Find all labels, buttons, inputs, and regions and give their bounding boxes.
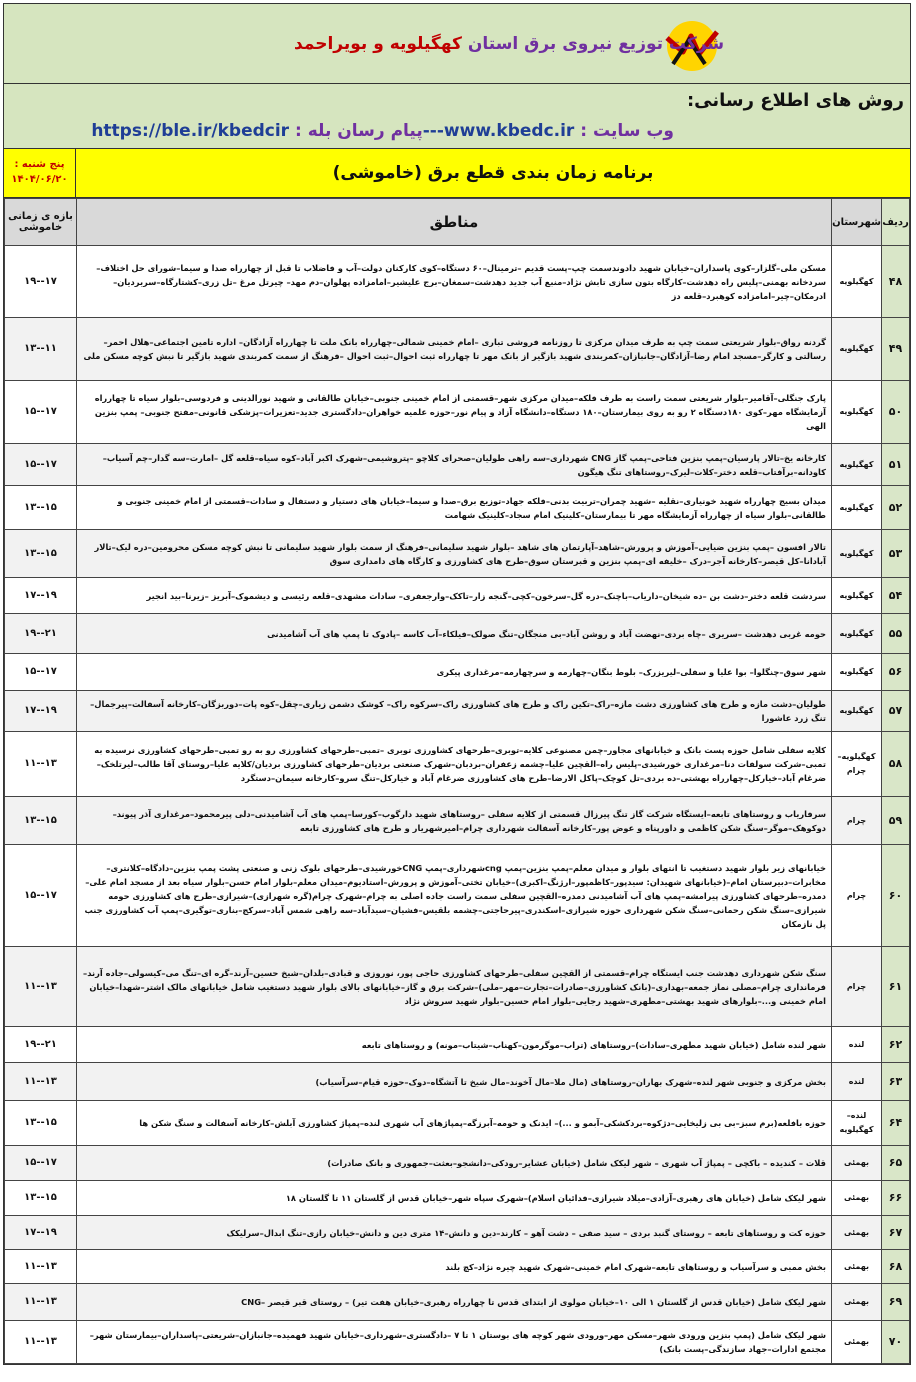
- table-row: [5, 614, 910, 654]
- row-time: ۱۵--۱۷: [5, 654, 77, 691]
- row-areas: طولیان–دشت مازه و طرح های کشاورزی دشت مازه–راک–تکین راک و طرح های کشاورزی راک–سرکوه راک– کوشک دشمن زیاری–چقل–کوه پات–دوربزگان–کارخانه آسفالت–پیرجمال–تنگ زرد عاشورا: [77, 691, 832, 732]
- table-row: [5, 1216, 910, 1250]
- header-city: شهرستان: [832, 199, 882, 246]
- row-city: لنده–کهگیلویه: [832, 1101, 882, 1146]
- bale-label: پیام رسان بله :: [289, 121, 423, 141]
- row-time: ۱۱--۱۳: [5, 1063, 77, 1101]
- row-city: کهگیلویه: [832, 530, 882, 578]
- row-areas: سردشت قلعه دختر–دشت بن –ده شیخان–داریاب–باچنک–دره گل–سرخون–کچی–گنجه زار–تاکک–وارجعفری– سادات مشهدی–قلعه رئیسی و دیشموک–آبریز –زیرنا–بید انجیر: [77, 578, 832, 614]
- row-time: ۱۱--۱۳: [5, 1321, 77, 1364]
- contact-section: [4, 84, 910, 149]
- table-row: [5, 381, 910, 444]
- table-row: [5, 530, 910, 578]
- row-time: ۱۷--۱۹: [5, 578, 77, 614]
- table-row: [5, 486, 910, 530]
- row-areas: مسکن ملی–گلزار–کوی پاسداران–خیابان شهید دادوندسمت چپ–پست قدیم –ترمینال–۶۰ دستگاه–کوی کارکنان دولت–آب و فاضلاب تا قبل از چهارراه صدا و سیما–شورای حل اختلاف–سردخانه بهمنی–پلیس راه دهدشت–کارگاه بتون سازی تابش نژاد–منبع آب جدید دهدشت–سمغان–برج علیشیر–امامزاده پهلوان–دم مهد– چیرتل مرغ –تل زری–کشتارگاه–سربردیان–ادرمکان–چیر–امامزاده کوهبرد–قلعه دز: [77, 246, 832, 318]
- row-city: بهمئی: [832, 1181, 882, 1216]
- row-number: ۶۲: [882, 1027, 910, 1063]
- row-city: بهمئی: [832, 1216, 882, 1250]
- contact-title: روش های اطلاع رسانی:: [686, 90, 904, 111]
- row-city: بهمئی: [832, 1250, 882, 1284]
- row-number: ۵۲: [882, 486, 910, 530]
- table-body: [5, 246, 910, 1364]
- links-separator: ---: [422, 121, 444, 141]
- row-number: ۶۱: [882, 947, 910, 1027]
- row-number: ۵۸: [882, 732, 910, 797]
- table-row: [5, 1284, 910, 1321]
- row-number: ۵۴: [882, 578, 910, 614]
- company-name-prefix: شرکت توزیع نیروی برق استان: [461, 34, 725, 54]
- row-time: ۱۳--۱۵: [5, 1181, 77, 1216]
- table-row: [5, 1321, 910, 1364]
- company-name: [294, 34, 724, 54]
- table-row: [5, 1101, 910, 1146]
- row-number: ۵۵: [882, 614, 910, 654]
- row-areas: شهر لیکک شامل (خیابان قدس از گلستان ۱ الی ۱۰–خیابان مولوی از ابتدای قدس تا چهارراه رهبری–خیابان هفت تیر) – روستای قبر قیصر –CNG: [77, 1284, 832, 1321]
- schedule-sheet: [3, 3, 911, 1365]
- table-row: [5, 845, 910, 947]
- row-areas: پارک جنگلی–آقامیر–بلوار شریعتی سمت راست به طرف فلکه–میدان مرکزی شهر–قسمتی از امام خمینی جنوبی–خیابان طالقانی و شهید نورالدینی و فردوسی–بلوار سیاه تا چهارراه آزمایشگاه مهر–کوی ۱۸۰دستگاه ۲ رو به روی بیمارستان–۱۸۰ دستگاه–دانشگاه آزاد و پیام نور–حوزه علمیه خواهران–دادگستری جدید–تعزیرات–پزشکی قانونی–مفتح جنوبی– پمپ بنزین الهی: [77, 381, 832, 444]
- company-header: [4, 4, 910, 84]
- row-city: کهگیلویه–چرام: [832, 732, 882, 797]
- row-number: ۷۰: [882, 1321, 910, 1364]
- website-link[interactable]: www.kbedc.ir: [443, 121, 575, 141]
- row-city: کهگیلویه: [832, 318, 882, 381]
- row-city: بهمئی: [832, 1321, 882, 1364]
- row-city: بهمئی: [832, 1146, 882, 1181]
- row-areas: کلایه سفلی شامل حوزه پست بانک و خیابانهای مجاور–چمن مصنوعی کلایه–توبری–طرحهای کشاورزی توبری –تمبی–طرحهای کشاورزی رو به رو تمبی–طرحهای کشاورزی نرسیده به تمبی–شرکت سولفات دنا–مرغداری خورشیدی–پلیس راه–القچین علیا–چشمه زعفران–بردبان–شهرک صنعتی بردیان–طرحهای کشاورزی بردیان/کلایه علیا–روستای آقا طالب–لیرتلخک–ضرغام آباد–خیارکل–چهارراه بهشتی–ده بردی–تل کوچک–پاکل الارضا–طرح های کشاورزی ضرغام آباد و خیارکل–تنگ سرو–کارخانه سیمان–دستگرد: [77, 732, 832, 797]
- row-number: ۵۰: [882, 381, 910, 444]
- row-areas: شهر لنده شامل (خیابان شهید مطهری–سادات)–روستاهای (تراب–موگرمون–کهناب–شیتاب–مونه) و روستاهای تابعه: [77, 1027, 832, 1063]
- row-time: ۱۱--۱۳: [5, 1284, 77, 1321]
- table-row: [5, 1063, 910, 1101]
- table-row: [5, 654, 910, 691]
- table-row: [5, 1146, 910, 1181]
- row-time: ۱۱--۱۳: [5, 947, 77, 1027]
- row-areas: شهر سوق–چنگلوا– بوا علیا و سفلی–لیریزرک– بلوط بنگان–چهارمه و سرچهارمه–مرغداری پیکری: [77, 654, 832, 691]
- row-areas: تالار افسون –پمپ بنزین ضیایی–آموزش و پرورش–شاهد–آپارتمان های شاهد –بلوار شهید سلیمانی–فرهنگ از سمت بلوار شهید سلیمانی تا نبش کوچه مسکن محرومین–دره لیک–تالار آبادانا–کل قیصر–کارخانه آجر–درک –خلیفه ای–پمپ بنزین و قبرستان سوق–طرح های کشاورزی و کارگاه های دامداری سوق: [77, 530, 832, 578]
- row-time: ۱۹--۱۷: [5, 246, 77, 318]
- row-number: ۶۶: [882, 1181, 910, 1216]
- table-row: [5, 246, 910, 318]
- contact-links: [91, 121, 674, 141]
- table-row: [5, 691, 910, 732]
- row-city: کهگیلویه: [832, 614, 882, 654]
- row-areas: گردنه رواق–بلوار شریعتی سمت چپ به طرف میدان مرکزی تا روزنامه فروشی تباری –امام خمینی شمالی–چهارراه بانک ملت تا چهارراه آزادگان– اداره تامین اجتماعی–هلال احمر–رسالتی و کارگر–مسجد امام رضا–آزادگان–جانبازان–کمربندی شهید بازگیر از بانک مهر تا چهارراه ثبت احوال–ثبت احوال –فرهنگ از سمت کمربندی شهید بازگیر تا نبش کوچه مسکن ملی: [77, 318, 832, 381]
- row-city: لنده: [832, 1063, 882, 1101]
- row-time: ۱۹--۲۱: [5, 614, 77, 654]
- row-number: ۴۹: [882, 318, 910, 381]
- table-row: [5, 947, 910, 1027]
- row-time: ۱۳--۱۵: [5, 797, 77, 845]
- row-time: ۱۵--۱۷: [5, 381, 77, 444]
- header-areas: مناطق: [77, 199, 832, 246]
- row-city: لنده: [832, 1027, 882, 1063]
- header-row-number: ردیف: [882, 199, 910, 246]
- row-number: ۴۸: [882, 246, 910, 318]
- row-time: ۱۵--۱۷: [5, 845, 77, 947]
- row-city: کهگیلویه: [832, 691, 882, 732]
- row-time: ۱۹--۲۱: [5, 1027, 77, 1063]
- outage-table: [4, 198, 910, 1364]
- row-city: چرام: [832, 797, 882, 845]
- row-city: بهمئی: [832, 1284, 882, 1321]
- row-areas: خیابانهای زیر بلوار شهید دستغیب تا انتهای بلوار و میدان معلم–پمپ بنزین–پمپ cngشهرداری–پمپ CNGخورشیدی–طرحهای بلوک زنی و صنعتی پشت پمپ بنزین–دادگاه–کلانتری–مخابرات–دبیرستان امام–(خیابانهای شهیدان: سیدپور–کاظمپور–ارژنگ–اکبری)–خیابان تختی–آموزش و پرورش–استادیوم–میدان معلم–بلوار امام حسن–بلوار سیاه بعد از مسجد امام علی–دمدره–طرحهای کشاورزی پیرامشه–پمپ های آب آشامیدنی دمدره–القچین سفلی سمت راست جاده اصلی به چرام–شهرک چرام(گره شهرازی)–شیرازی–طرح های کشاورزی حومه شیرازی–سنگ شکن رحمانی–سنگ شکن شهرداری حوزه شیرازی–اسکندری–پیرحاجتی–چشمه بلقیس–فشیان–سیدآباد–سه راهی شمس آباد–سرکج–بناری–توگیری–پمپ آب کشاورزی جنب پل نازمکان: [77, 845, 832, 947]
- row-number: ۶۳: [882, 1063, 910, 1101]
- row-areas: حوزه کت و روستاهای تابعه – روستای گنبد بردی – سید صفی – دشت آهو – کارند–دین و دانش–۱۴ متری دین و دانش–خیابان رازی–تنگ ابدال–سرلیکک: [77, 1216, 832, 1250]
- row-areas: شهر لیکک شامل (خیابان های رهبری–آزادی–میلاد شیرازی–فدائیان اسلام)–شهرک سپاه شهر–خیابان قدس از گلستان ۱۱ تا گلستان ۱۸: [77, 1181, 832, 1216]
- table-row: [5, 444, 910, 486]
- row-time: ۱۳--۱۵: [5, 1101, 77, 1146]
- row-areas: بخش ممبی و سرآسیاب و روستاهای تابعه–شهرک امام خمینی–شهرک شهید چیره نژاد–کچ بلند: [77, 1250, 832, 1284]
- row-time: ۱۳--۱۵: [5, 486, 77, 530]
- row-number: ۵۹: [882, 797, 910, 845]
- row-time: ۱۳--۱۵: [5, 530, 77, 578]
- date-weekday: پنج شنبه :: [14, 159, 65, 170]
- date-badge: [4, 149, 76, 197]
- row-areas: شهر لیکک شامل (پمپ بنزین ورودی شهر–مسکن مهر–ورودی شهر کوچه های بوستان ۱ تا ۷ –دادگستری–شهرداری–خیابان شهید فهمیده–جانبازان–شریعتی–پاسداران–بیمارستان شهر–مجتمع ادارات–جهاد سازندگی–پست بانک): [77, 1321, 832, 1364]
- row-time: ۱۱--۱۳: [5, 732, 77, 797]
- row-areas: بخش مرکزی و جنوبی شهر لنده–شهرک بهاران–روستاهای (مال ملا–مال آخوند–مال شیخ تا آتشگاه–دوک–حوزه قیام–سرآسیاب): [77, 1063, 832, 1101]
- row-time: ۱۵--۱۷: [5, 444, 77, 486]
- row-city: کهگیلویه: [832, 246, 882, 318]
- row-areas: سنگ شکن شهرداری دهدشت جنب ایستگاه چرام–قسمتی از القچین سفلی–طرحهای کشاورزی حاجی پور، نوروزی و قبادی–بلدان–شیخ حسین–آرند–گره ای–تنگ می–کیسولی–جاده آرند–فرمانداری چرام–مصلی نماز جمعه–بهداری–(بانک کشاورزی–صادرات–تجارت–مهر–ملی)–شرکت برق و گاز–خیابانهای بالای بلوار شهید دستغیب شامل خیابانهای مالک اشتر–شهدا–خیابان امام خمینی و...–بلوارهای شهید بهشتی–مطهری–شهید رجایی–بلوار امام حسین–بلوار شهید سروش نژاد: [77, 947, 832, 1027]
- row-number: ۶۵: [882, 1146, 910, 1181]
- row-city: کهگیلویه: [832, 578, 882, 614]
- row-city: کهگیلویه: [832, 444, 882, 486]
- row-number: ۵۳: [882, 530, 910, 578]
- row-number: ۶۹: [882, 1284, 910, 1321]
- row-number: ۵۱: [882, 444, 910, 486]
- table-row: [5, 1027, 910, 1063]
- row-city: کهگیلویه: [832, 381, 882, 444]
- table-row: [5, 797, 910, 845]
- table-header-row: [5, 199, 910, 246]
- row-city: کهگیلویه: [832, 654, 882, 691]
- website-label: وب سایت :: [574, 121, 674, 141]
- row-areas: سرفاریاب و روستاهای تابعه–ایستگاه شرکت گاز تنگ پیرزال قسمتی از کلایه سفلی –روستاهای شهید دارگوب–کورسا–پمپ های آب آشامیدنی–دلی پیرمحمود–مرغداری آذر پیوند–دوکوهک–موگر–سنگ شکن کاظمی و داورپناه و عوض پور–کارخانه آسفالت شهرداری چرام–امیرشهریار و طرح های کشاورزی تابعه: [77, 797, 832, 845]
- row-time: ۱۷--۱۹: [5, 691, 77, 732]
- company-province: کهگیلویه و بویراحمد: [294, 34, 462, 54]
- row-number: ۶۰: [882, 845, 910, 947]
- header-time: بازه ی زمانی خاموشی: [5, 199, 77, 246]
- row-number: ۶۴: [882, 1101, 910, 1146]
- row-areas: میدان بسیج چهارراه شهید خونیاری–نقلیه –شهید چمران–تربیت بدنی–فلکه جهاد–توزیع برق–صدا و سیما–خیابان های دستیار و دستفال و سادات–قسمتی از امام خمینی جنوبی و طالقانی–بلوار سیاه از چهارراه آزمایشگاه مهر تا بیمارستان–کلینیک امام سجاد–کلینیک شهامت: [77, 486, 832, 530]
- schedule-title: برنامه زمان بندی قطع برق (خاموشی): [76, 149, 910, 197]
- table-row: [5, 578, 910, 614]
- table-row: [5, 318, 910, 381]
- row-time: ۱۳--۱۱: [5, 318, 77, 381]
- row-time: ۱۱--۱۳: [5, 1250, 77, 1284]
- row-number: ۵۶: [882, 654, 910, 691]
- row-number: ۵۷: [882, 691, 910, 732]
- row-areas: حوزه بافلعه(برم سبز–بی بی زلیخایی–دژکوه–بردکشکی–آبمو و ...)– ایدنک و حومه–آبرزگه–پمپاژهای آب شهری لنده–پمپاژ کشاورزی آبلش–کارخانه آسفالت و سنگ شکن ها: [77, 1101, 832, 1146]
- row-areas: حومه غربی دهدشت –سریری –چاه بردی–نهضت آباد و روشن آباد–بی منجگان–تنگ صولک–فیلکاء–آب کاسه –پادوک تا پمپ های آب آشامیدنی: [77, 614, 832, 654]
- table-row: [5, 1181, 910, 1216]
- date-value: ۱۴۰۴/۰۶/۲۰: [11, 174, 68, 185]
- row-areas: کارخانه یخ–تالار پارسیان–پمپ بنزین فتاحی–پمپ گاز CNG شهرداری–سه راهی طولیان–صحرای کلاچو –پتروشیمی–شهرک اکبر آباد–کوه سیاه–قلعه گل –امارت–سه گدار–چم آسیاب–کاودانه–برآفتاب–قلعه دختر–کلات–لیرک–روستاهای تنگ هیگون: [77, 444, 832, 486]
- row-number: ۶۸: [882, 1250, 910, 1284]
- row-number: ۶۷: [882, 1216, 910, 1250]
- row-time: ۱۷--۱۹: [5, 1216, 77, 1250]
- table-row: [5, 1250, 910, 1284]
- row-city: چرام: [832, 845, 882, 947]
- row-areas: قلات – کندیده – باکچی – پمپاژ آب شهری – شهر لیکک شامل (خیابان عشایر–رودکی–دانشجو–بعثت–جمهوری و بانک صادرات): [77, 1146, 832, 1181]
- row-city: کهگیلویه: [832, 486, 882, 530]
- table-row: [5, 732, 910, 797]
- title-band: [4, 149, 910, 198]
- row-time: ۱۵--۱۷: [5, 1146, 77, 1181]
- row-city: چرام: [832, 947, 882, 1027]
- bale-link[interactable]: https://ble.ir/kbedcir: [91, 121, 290, 141]
